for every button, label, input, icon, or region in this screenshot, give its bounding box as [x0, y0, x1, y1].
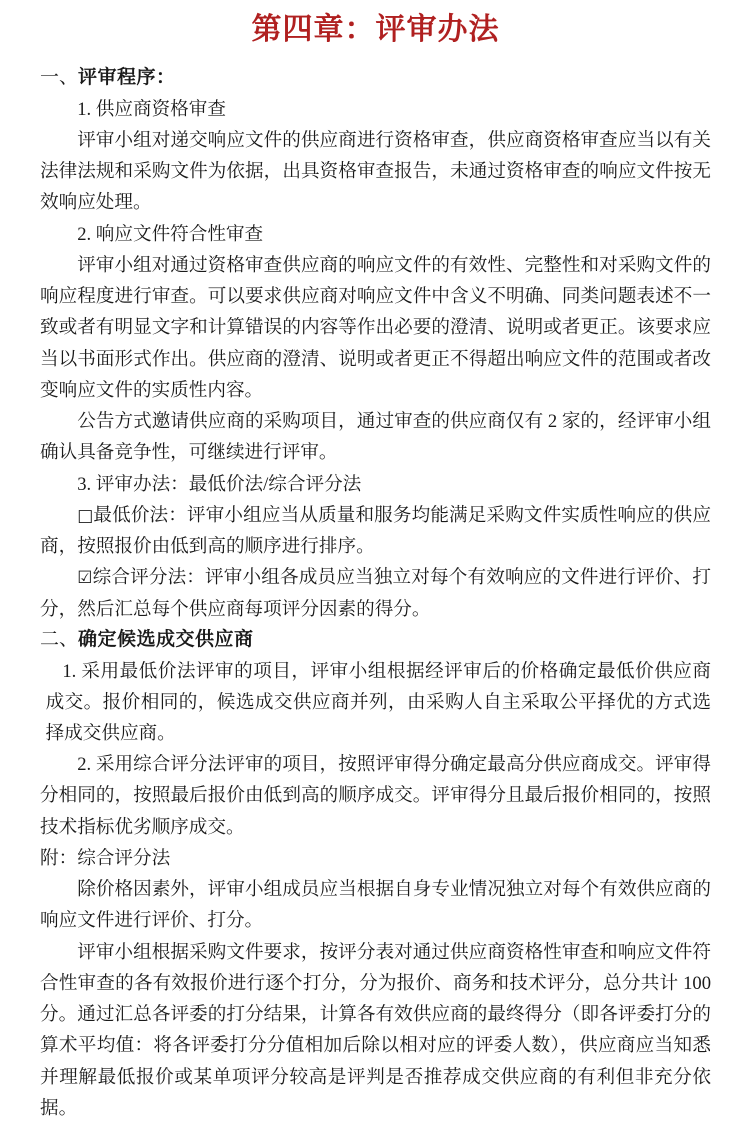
para-announcement-two-suppliers: 公告方式邀请供应商的采购项目，通过审查的供应商仅有 2 家的，经评审小组确认具备竞争性，可继续进行评审。	[40, 411, 711, 464]
section-1-number: 一、	[40, 67, 79, 88]
option-comprehensive-scoring	[40, 562, 711, 624]
para-qualification-review: 评审小组对递交响应文件的供应商进行资格审查，供应商资格审查应当以有关法律法规和采购文件为依据，出具资格审查报告，未通过资格审查的响应文件按无效响应处理。	[40, 130, 711, 214]
page-title: 第四章：评审办法	[251, 13, 500, 46]
para-comprehensive-award: 2. 采用综合评分法评审的项目，按照评审得分确定最高分供应商成交。评审得分相同的，按照最后报价由低到高的顺序成交。评审得分且最后报价相同的，按照技术指标优劣顺序成交。	[40, 754, 711, 838]
section-2-heading	[40, 625, 711, 656]
item-supplier-qualification-review: 1. 供应商资格审查	[77, 98, 226, 120]
checkbox-unchecked-icon: □	[77, 505, 94, 526]
section-2-number: 二、	[40, 628, 79, 650]
option-comprehensive-scoring-label: 综合评分法：评审小组各成员应当独立对每个有效响应的文件进行评价、打分，然后汇总每个供应商每项评分因素的得分。	[40, 567, 711, 620]
section-1-title: 评审程序：	[78, 67, 176, 88]
para-responsiveness-review: 评审小组对通过资格审查供应商的响应文件的有效性、完整性和对采购文件的响应程度进行审查。可以要求供应商对响应文件中含义不明确、同类问题表述不一致或者有明显文字和计算错误的内容等作出必要的澄清、说明或者更正。该要求应当以书面形式作出。供应商的澄清、说明或者更正不得超出响应文件的范围或者改变响应文件的实质性内容。	[40, 254, 711, 401]
option-lowest-price-label: 最低价法：评审小组应当从质量和服务均能满足采购文件实质性响应的供应商，按照报价由低到高的顺序进行排序。	[40, 504, 711, 558]
section-2-title: 确定候选成交供应商	[78, 628, 254, 650]
item-responsiveness-review: 2. 响应文件符合性审查	[77, 223, 264, 245]
para-independent-scoring: 除价格因素外，评审小组成员应当根据自身专业情况独立对每个有效供应商的响应文件进行评价、打分。	[40, 879, 711, 932]
para-scoring-details: 评审小组根据采购文件要求，按评分表对通过供应商资格性审查和响应文件符合性审查的各有效报价进行逐个打分，分为报价、商务和技术评分，总分共计 100 分。通过汇总各评委的打分结果，计算各有效供应商的最终得分（即各评委打分的算术平均值：将各评委打分分值相加后除以相对应的评委人数），供应商应当知悉并理解最低报价或某单项评分较高是评判是否推荐成交供应商的有利但非充分依据。	[40, 941, 711, 1119]
item-evaluation-method: 3. 评审办法：最低价法/综合评分法	[77, 473, 362, 495]
appendix-heading: 附：综合评分法	[40, 847, 171, 869]
option-lowest-price-method	[40, 500, 711, 562]
para-lowest-price-award: 1. 采用最低价法评审的项目，评审小组根据经评审后的价格确定最低价供应商成交。报价相同的，候选成交供应商并列，由采购人自主采取公平择优的方式选择成交供应商。	[45, 660, 711, 744]
checkbox-checked-icon: ☑	[77, 568, 93, 589]
section-1-heading	[40, 63, 711, 94]
